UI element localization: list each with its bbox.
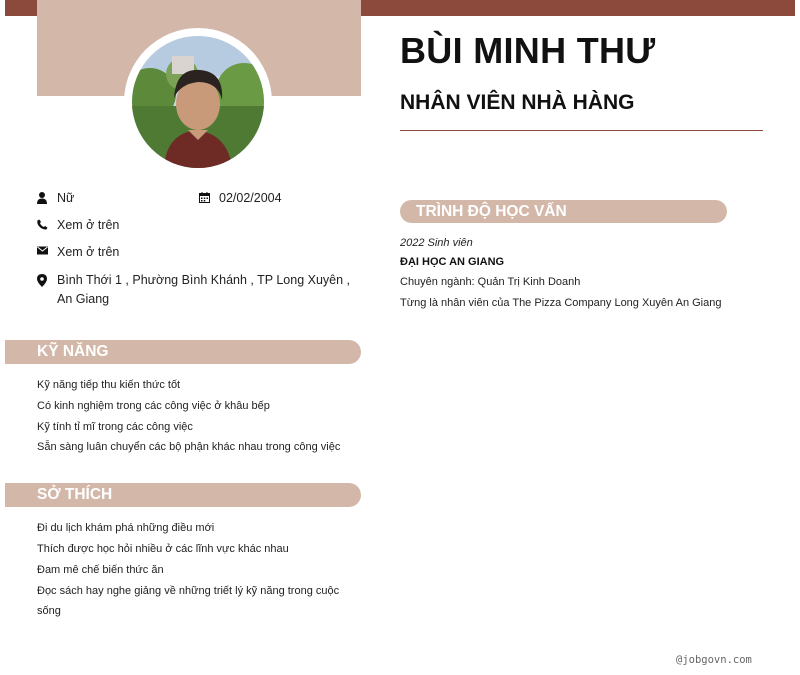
- education-note: Từng là nhân viên của The Pizza Company Long Xuyên An Giang: [400, 297, 722, 309]
- birthdate-value: 02/02/2004: [219, 191, 282, 205]
- calendar-icon: [199, 189, 219, 208]
- phone-icon: [37, 216, 57, 235]
- phone-row: [37, 216, 119, 235]
- gender-value: Nữ: [57, 191, 75, 205]
- skill-item: Có kinh nghiệm trong các công việc ở khâu bếp: [37, 400, 270, 412]
- gender-row: [37, 189, 74, 208]
- hobby-item: Đọc sách hay nghe giảng về những triết lý kỹ năng trong cuộc sống: [37, 585, 340, 617]
- birthdate-row: [199, 189, 282, 208]
- skill-item: Kỹ năng tiếp thu kiến thức tốt: [37, 379, 181, 391]
- email-value: Xem ở trên: [57, 245, 120, 259]
- address-row: [37, 271, 363, 309]
- envelope-icon: [37, 243, 57, 262]
- education-major: Chuyên ngành: Quản Trị Kinh Doanh: [400, 276, 581, 288]
- title-divider: [400, 130, 763, 131]
- education-section-header: TRÌNH ĐỘ HỌC VẤN: [400, 200, 727, 223]
- map-pin-icon: [37, 271, 57, 309]
- hobby-item: Thích được học hỏi nhiều ở các lĩnh vực khác nhau: [37, 543, 289, 555]
- candidate-name: BÙI MINH THƯ: [400, 30, 656, 71]
- watermark: @jobgovn.com: [676, 654, 752, 666]
- address-value: Bình Thới 1 , Phường Bình Khánh , TP Long Xuyên , An Giang: [57, 273, 351, 306]
- avatar: [132, 36, 264, 168]
- phone-value: Xem ở trên: [57, 218, 120, 232]
- skill-item: Sẵn sàng luân chuyển các bộ phận khác nhau trong công việc: [37, 441, 341, 453]
- hobby-item: Đi du lịch khám phá những điều mới: [37, 522, 215, 534]
- education-school: ĐẠI HỌC AN GIANG: [400, 256, 505, 268]
- hobbies-section-header: SỞ THÍCH: [5, 483, 361, 507]
- skills-section-header: KỸ NĂNG: [5, 340, 361, 364]
- skill-item: Kỹ tính tỉ mĩ trong các công việc: [37, 421, 193, 433]
- education-year-status: 2022 Sinh viên: [400, 237, 473, 249]
- email-row: [37, 243, 119, 262]
- person-icon: [37, 189, 57, 208]
- hobby-item: Đam mê chế biến thức ăn: [37, 564, 164, 576]
- job-title: NHÂN VIÊN NHÀ HÀNG: [400, 91, 635, 114]
